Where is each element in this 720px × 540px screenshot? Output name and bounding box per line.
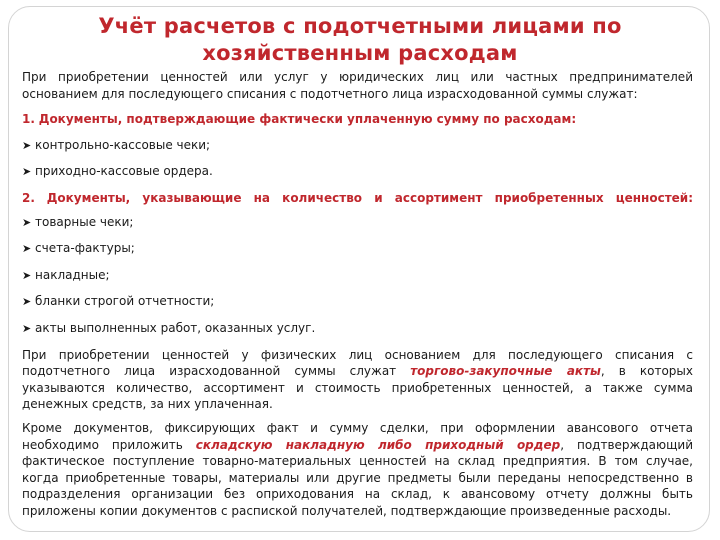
slide-title: Учёт расчетов с подотчетными лицами по хозяйственным расходам	[98, 14, 622, 65]
list-item	[22, 163, 693, 181]
list-item-text: бланки строгой отчетности;	[35, 294, 215, 309]
arrow-right-icon: ➤	[22, 165, 32, 179]
list-item-text: товарные чеки;	[35, 214, 134, 229]
section1-heading	[22, 111, 693, 128]
arrow-right-icon: ➤	[22, 215, 32, 229]
individuals-text-before: При приобретении ценностей у физических лиц основанием для последующего списания с подотчетного лица израсходованной суммы служат	[22, 347, 693, 379]
list-item	[22, 137, 693, 155]
section1-number: 1.	[22, 112, 35, 127]
individuals-paragraph	[22, 347, 693, 413]
documents-text-after: , подтверждающий фактическое поступление товарно-материальных ценностей на склад предприятия. В том случае, когда приобретенные товары, материалы или другие предметы были переданы непосредственно в подразделения организации без оприходования на склад, к авансовому отчету должны быть приложены копии документов с распиской получателей, подтверждающие произведенные расходы.	[22, 437, 693, 518]
list-item-text: акты выполненных работ, оказанных услуг.	[35, 320, 316, 335]
arrow-right-icon: ➤	[22, 138, 32, 152]
slide-content	[22, 69, 693, 528]
list-item	[22, 214, 693, 232]
documents-text-before: Кроме документов, фиксирующих факт и сумму сделки, при оформлении авансового отчета необходимо приложить	[22, 420, 693, 452]
list-item-text: контрольно-кассовые чеки;	[35, 137, 211, 152]
list-item	[22, 320, 693, 338]
documents-highlight: складскую накладную либо приходный ордер	[195, 437, 561, 452]
individuals-highlight: торгово-закупочные акты	[410, 364, 601, 379]
list-item-text: накладные;	[35, 267, 110, 282]
list-item	[22, 240, 693, 258]
section2-heading-text: Документы, указывающие на количество и ассортимент приобретенных ценностей:	[46, 190, 693, 205]
list-item-text: счета-фактуры;	[35, 241, 135, 256]
list-item	[22, 293, 693, 311]
documents-paragraph	[22, 420, 693, 520]
section2-number: 2.	[22, 190, 35, 205]
arrow-right-icon: ➤	[22, 242, 32, 256]
intro-paragraph: При приобретении ценностей или услуг у юридических лиц или частных предпринимателей основанием для последующего списания с подотчетного лица израсходованной суммы служат:	[22, 70, 693, 101]
section2-heading	[22, 190, 693, 207]
section1-heading-text: Документы, подтверждающие фактически уплаченную сумму по расходам:	[38, 112, 577, 127]
arrow-right-icon: ➤	[22, 268, 32, 282]
arrow-right-icon: ➤	[22, 321, 32, 335]
arrow-right-icon: ➤	[22, 295, 32, 309]
individuals-text-after: , в которых указываются количество, ассортимент и стоимость приобретенных ценностей, а также сумма денежных средств, за них уплаченная.	[22, 364, 693, 412]
list-item	[22, 267, 693, 285]
list-item-text: приходно-кассовые ордера.	[35, 164, 213, 179]
